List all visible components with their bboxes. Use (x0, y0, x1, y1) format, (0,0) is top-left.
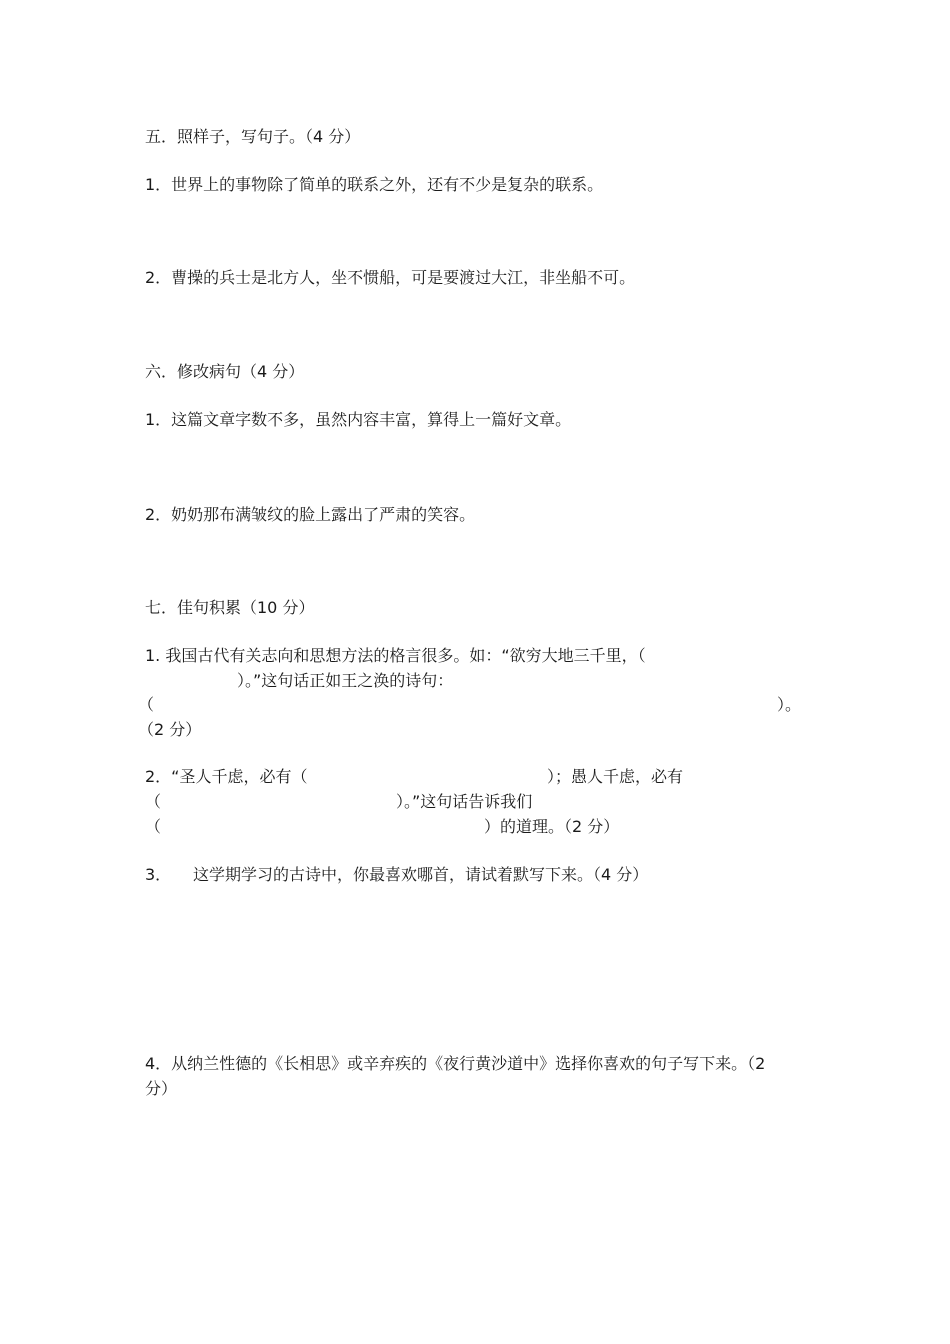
section-7-q1-line-1: 1. 我国古代有关志向和思想方法的格言很多。如：“欲穷大地三千里，（ (145, 646, 646, 665)
section-7-q2-line-1b: ）；愚人千虑，必有 (547, 767, 684, 786)
section-7-q2-line-3a: （ (145, 817, 162, 836)
section-7-q2-line-1a: 2．“圣人千虑，必有（ (145, 767, 308, 786)
section-7-q1-line-3-open: （ (138, 695, 155, 714)
section-7-heading: 七．佳句积累（10 分） (145, 598, 315, 617)
section-7-q3-text: 这学期学习的古诗中，你最喜欢哪首，请试着默写下来。（4 分） (193, 865, 649, 884)
section-7-q2-line-2b: ）。”这句话告诉我们 (396, 792, 533, 811)
section-5-heading: 五．照样子，写句子。（4 分） (145, 127, 361, 146)
section-7-q4-line-1: 4．从纳兰性德的《长相思》或辛弃疾的《夜行黄沙道中》选择你喜欢的句子写下来。（2 (145, 1054, 766, 1073)
section-7-q4-line-2: 分） (145, 1079, 178, 1098)
section-7-q3-number: 3． (145, 865, 172, 884)
section-5-question-1: 1．世界上的事物除了简单的联系之外，还有不少是复杂的联系。 (145, 175, 604, 194)
section-7-q1-line-3-close: ）。 (777, 695, 802, 714)
section-5-question-2: 2．曹操的兵士是北方人，坐不惯船，可是要渡过大江，非坐船不可。 (145, 268, 636, 287)
section-7-q1-line-2: ）。”这句话正如王之涣的诗句： (237, 671, 454, 690)
section-6-question-2: 2．奶奶那布满皱纹的脸上露出了严肃的笑容。 (145, 505, 476, 524)
section-6-heading: 六．修改病句（4 分） (145, 362, 305, 381)
section-7-q2-line-2a: （ (145, 792, 162, 811)
section-7-q1-points: （2 分） (138, 720, 202, 739)
section-7-q2-line-3b: ）的道理。（2 分） (484, 817, 620, 836)
section-6-question-1: 1．这篇文章字数不多，虽然内容丰富，算得上一篇好文章。 (145, 410, 572, 429)
